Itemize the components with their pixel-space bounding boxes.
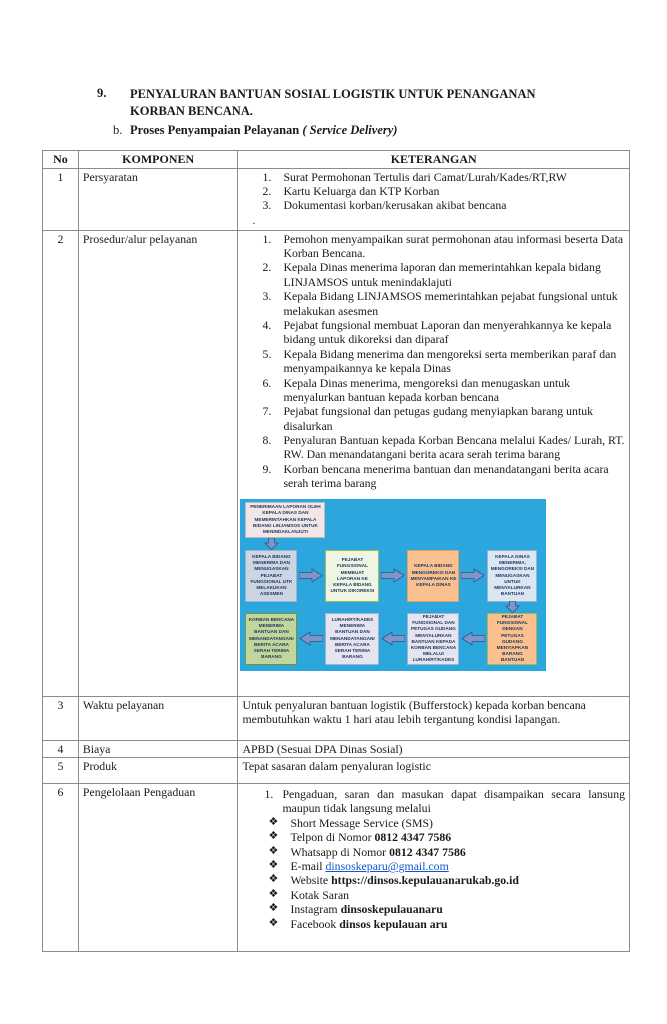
list-item: 3. Kepala Bidang LINJAMSOS memerintahkan pejabat fungsional untuk melakukan asesmen [262,289,618,318]
list-item: 8. Penyaluran Bantuan kepada Korban Bencana melalui Kades/ Lurah, RT. RW. Dan menandatangani berita acara serah terima barang [262,433,625,462]
flowchart-box: KEPALA BIDANG MENERIMA DAN MENUGASKAN PEJABAT FUNGSIONAL UTK MELAKUKAN ASESMEN [245,550,297,602]
flowchart-box: LURAH/RT/KADES MENERIMA BANTUAN DAN MENANDATANGANI BERITA ACARA SERAH TERIMA BARANG [325,613,379,665]
cell-keterangan [238,168,630,230]
flowchart-box: KEPALA BIDANG MENGOREKSI DAN MENYAMPAIKAN KE KEPALA DINAS [407,550,459,602]
list-item: 1. Pemohon menyampaikan surat permohonan atau informasi beserta Data Korban Bencana. [262,231,624,261]
cell-komponen: Prosedur/alur pelayanan [78,230,238,696]
list-item: 2. Kepala Dinas menerima laporan dan memerintahkan kepala bidang LINJAMSOS untuk menindaklajuti [262,260,601,289]
bullet-item: ❖ E-mail dinsoskeparu@gmail.com [268,858,449,873]
col-header-keterangan: KETERANGAN [238,151,630,169]
diamond-bullet-icon: ❖ [268,815,279,828]
table-row-waktu [43,696,630,740]
diamond-bullet-icon: ❖ [268,830,279,843]
list-item: 5. Kepala Bidang menerima dan mengoreksi serta memberikan paraf dan menyampaikannya ke kepala Dinas [262,346,617,376]
col-header-komponen: KOMPONEN [78,151,238,169]
flowchart-box: KEPALA DINAS MENERIMA, MENGOREKSI DAN MENUGASKAN UNTUK MENYALURKAN BANTUAN [487,550,537,602]
subsection-title: Proses Penyampaian Pelayanan ( Service Delivery) [130,122,398,137]
cell-no: 4 [43,740,79,757]
bullet-item: ❖ Whatsapp di Nomor 0812 4347 7586 [268,844,466,859]
stray-period: . [252,212,256,227]
table-row-pengaduan [43,784,630,952]
cell-keterangan: Untuk penyaluran bantuan logistik (Bufferstock) kepada korban bencana membutuhkan waktu 1 hari atau lebih tergantung kondisi lapangan. [238,696,630,740]
cell-keterangan [238,784,630,952]
cell-no: 6 [43,784,79,952]
section-title: PENYALURAN BANTUAN SOSIAL LOGISTIK UNTUK PENANGANAN KORBAN BENCANA. [130,87,536,118]
bullet-item: ❖ Facebook dinsos kepulauan aru [268,916,448,931]
cell-komponen: Pengelolaan Pengaduan [78,784,238,952]
bullet-item: ❖ Website https://dinsos.kepulauanarukab.go.id [268,873,519,888]
diamond-bullet-icon: ❖ [268,887,279,900]
arrow-down-icon [245,538,297,550]
bullet-item: ❖ Short Message Service (SMS) [268,815,433,830]
arrow-right-icon [379,550,407,602]
list-item: 2. Kartu Keluarga dan KTP Korban [262,184,440,199]
flowchart-box: PEJABAT FUNGSIONAL MEMBUAT LAPORAN KE KEPALA BIDANG UNTUK DIKOREKSI [325,550,379,602]
list-item: 6. Kepala Dinas menerima, mengoreksi dan menugaskan untuk menyalurkan bantuan kepada korban bencana [262,375,571,404]
cell-no: 3 [43,696,79,740]
diamond-bullet-icon: ❖ [268,902,279,915]
cell-no: 2 [43,230,79,696]
procedure-flowchart [240,499,546,671]
cell-keterangan [238,230,630,696]
email-link[interactable]: dinsoskeparu@gmail.com [325,858,449,873]
bullet-item: ❖ Kotak Saran [268,887,350,902]
service-delivery-table [42,150,630,952]
list-item: 4. Pejabat fungsional membuat Laporan dan menyerahkannya ke kepala bidang untuk dikoreksi dan diparaf [262,317,612,347]
subsection-letter: b. [113,122,123,137]
cell-komponen: Biaya [78,740,238,757]
diamond-bullet-icon: ❖ [268,844,279,857]
cell-no: 1 [43,168,79,230]
flowchart-box: PEJABAT FUNGSIONAL DAN PETUGAS GUDANG MENYALURKAN BANTUAN KEPADA KORBAN BENCANA MELALUI LURAH/RT/KADES [407,613,459,665]
list-item: 3. Dokumentasi korban/kerusakan akibat bencana [262,198,507,213]
arrow-left-icon [379,613,407,665]
bullet-item: ❖ Instagram dinsoskepulauanaru [268,902,443,917]
flowchart-box: PENERIMAAN LAPORAN OLEH KEPALA DINAS DAN MEMERINTAHKAN KEPALA BIDANG LINJAMSOS UNTUK MENINDAKLANJUTI [245,502,325,538]
arrow-right-icon [297,550,325,602]
col-header-no: No [43,151,79,169]
list-item: 9. Korban bencana menerima bantuan dan menandatangani berita acara serah terima barang [262,461,609,491]
diamond-bullet-icon: ❖ [268,916,279,929]
cell-komponen: Persyaratan [78,168,238,230]
arrow-left-icon [459,613,487,665]
table-header-row [43,151,630,169]
table-row-produk [43,758,630,784]
cell-keterangan: Tepat sasaran dalam penyaluran logistic [238,758,630,784]
page-heading [97,86,597,138]
diamond-bullet-icon: ❖ [268,873,279,886]
diamond-bullet-icon: ❖ [268,858,279,871]
arrow-left-icon [297,613,325,665]
cell-keterangan: APBD (Sesuai DPA Dinas Sosial) [238,740,630,757]
list-item: 1. Pengaduan, saran dan masukan dapat disampaikan secara lansung maupun tidak langsung melalui [264,787,625,816]
arrow-down-icon [487,602,537,613]
table-row-biaya [43,740,630,757]
table-row-persyaratan [43,168,630,230]
table-row-prosedur [43,230,630,696]
cell-komponen: Produk [78,758,238,784]
flowchart-box: KORBAN BENCANA MENERIMA BANTUAN DAN MENANDATANGANI BERITA ACARA SERAH TERIMA BARANG [245,613,297,665]
flowchart-box: PEJABAT FUNGSIONAL DENGAN PETUGAS GUDANG MENYIAPKAN BARANG BANTUAN [487,613,537,665]
section-number: 9. [97,86,107,100]
list-item: 7. Pejabat fungsional dan petugas gudang menyiapkan barang untuk disalurkan [262,404,594,433]
bullet-item: ❖ Telpon di Nomor 0812 4347 7586 [268,830,452,845]
list-item: 1. Surat Permohonan Tertulis dari Camat/Lurah/Kades/RT,RW [262,169,567,184]
cell-komponen: Waktu pelayanan [78,696,238,740]
arrow-right-icon [459,550,487,602]
cell-no: 5 [43,758,79,784]
